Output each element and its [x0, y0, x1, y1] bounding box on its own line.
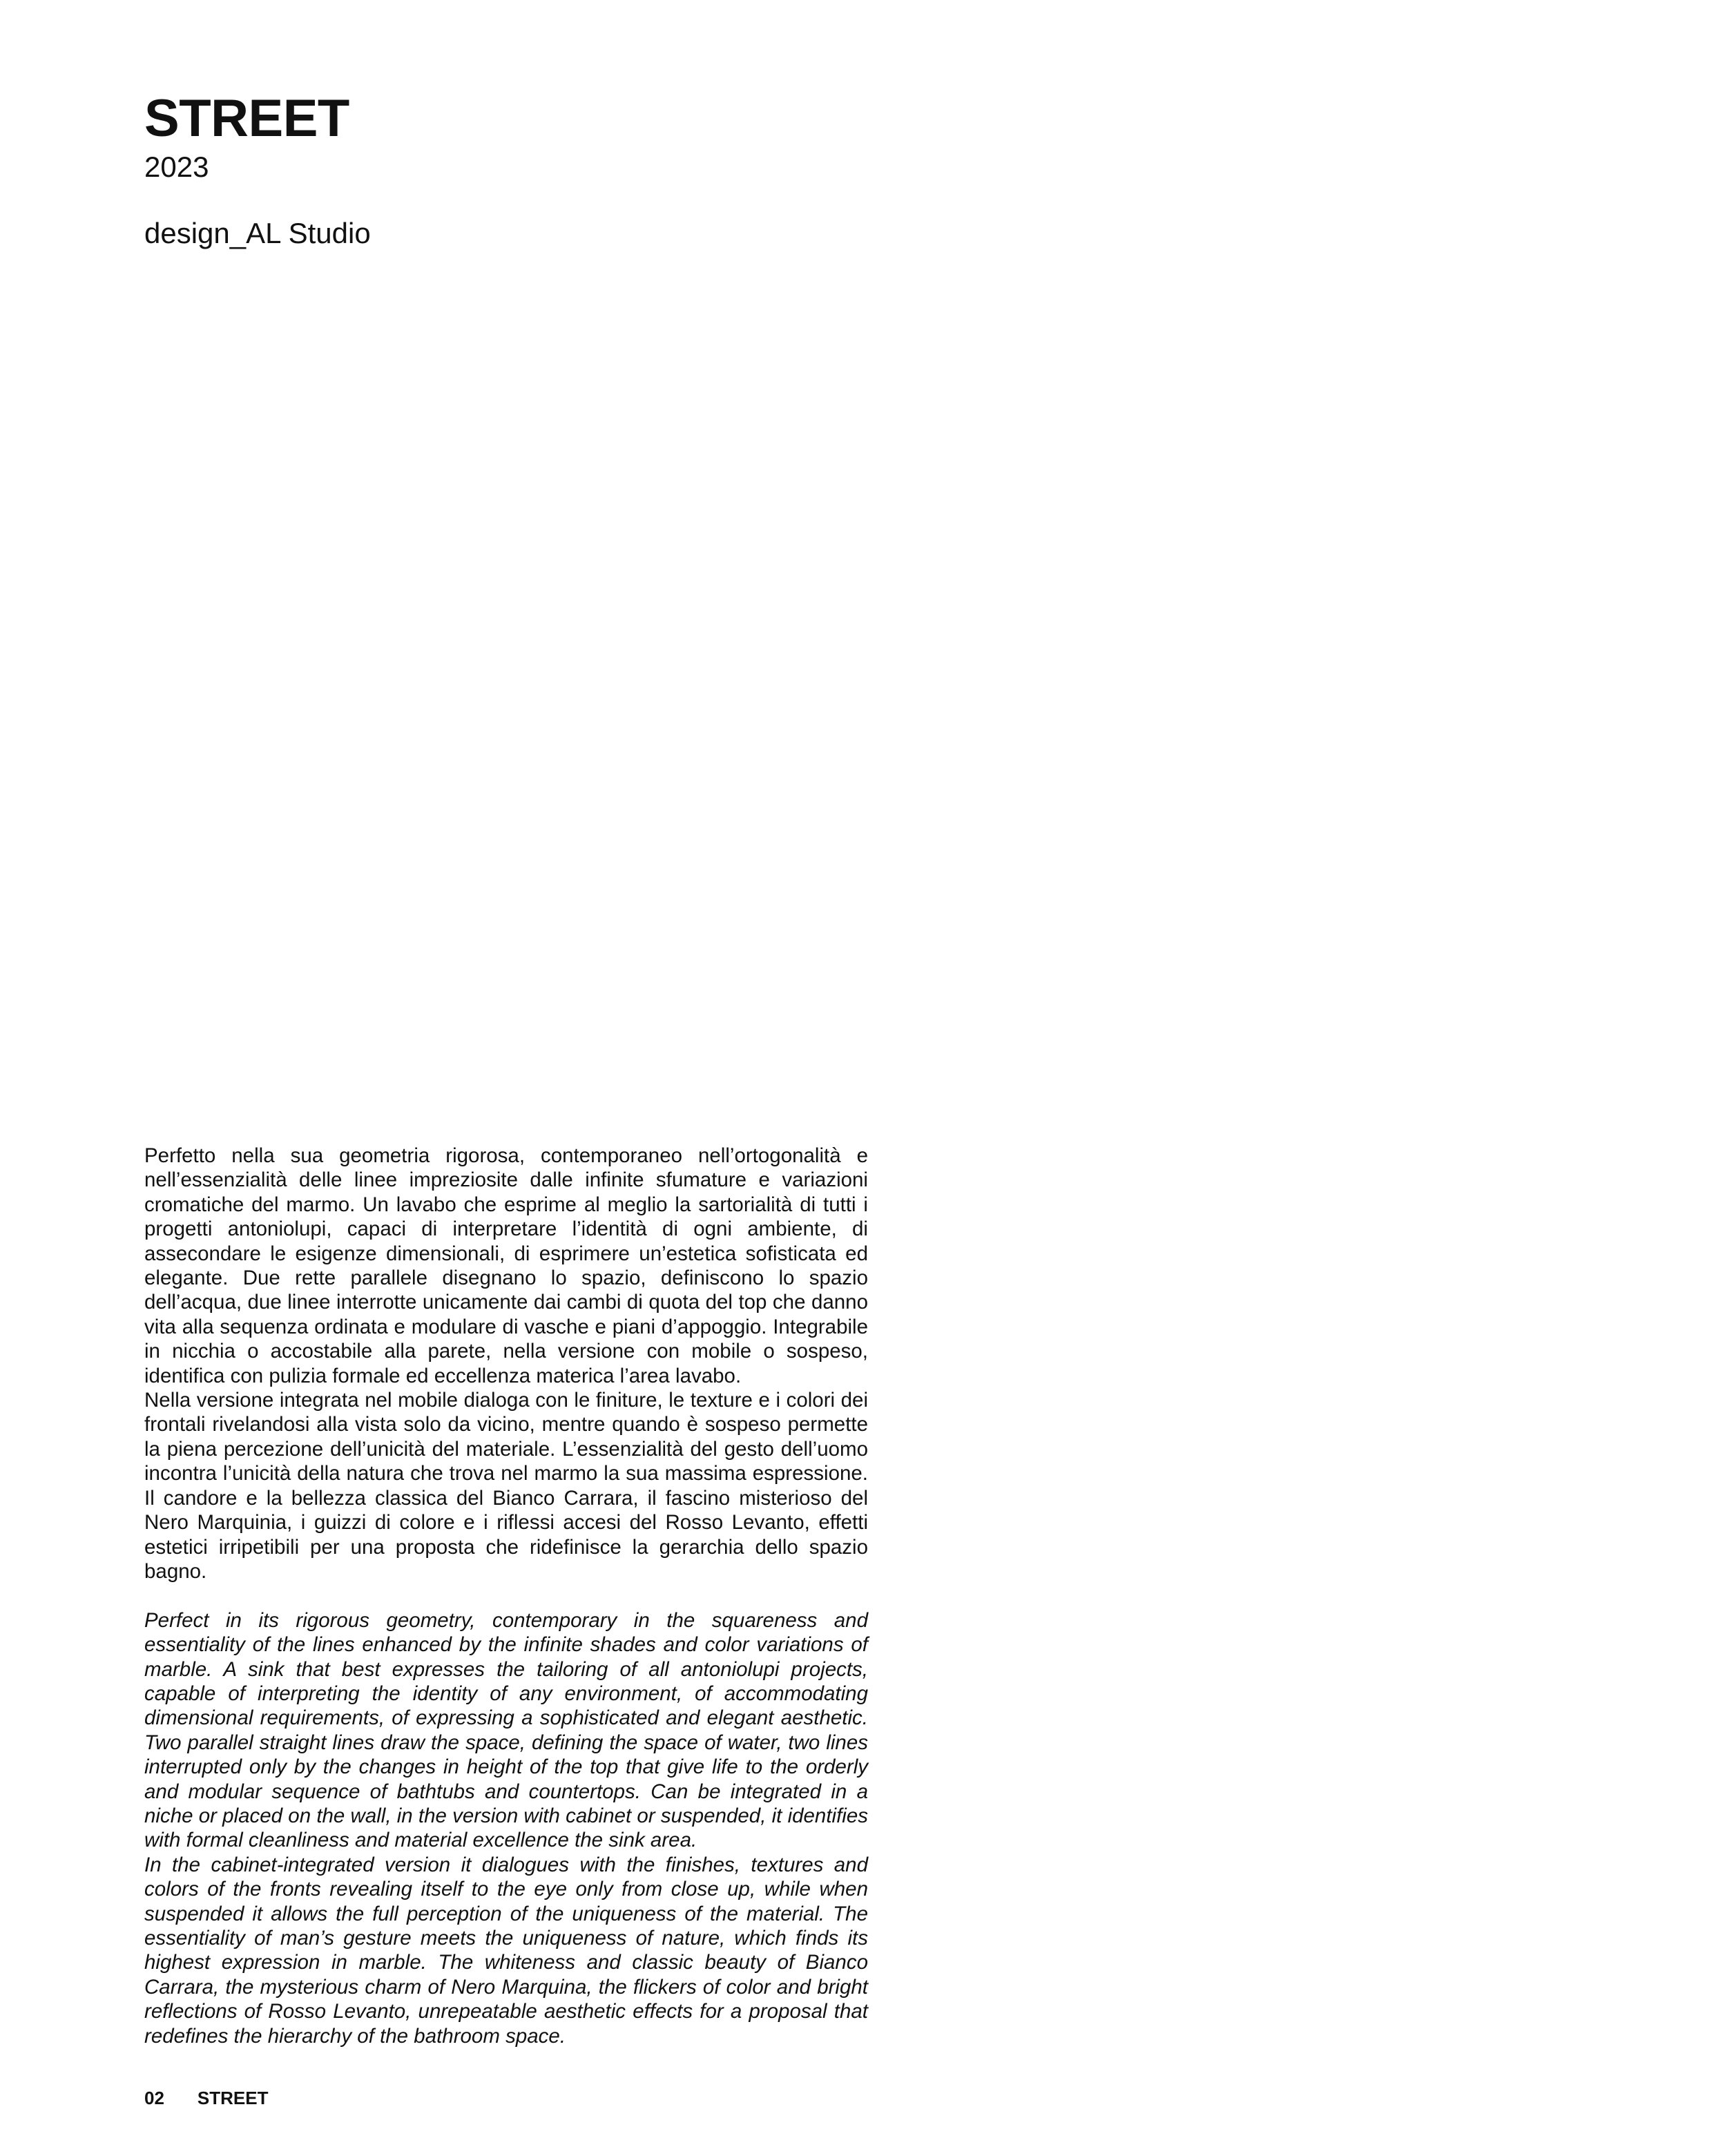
page-number: 02: [144, 2088, 164, 2108]
page-header: [144, 88, 371, 251]
page-title: STREET: [144, 89, 349, 148]
english-paragraph: Perfect in its rigorous geometry, contemporary in the squareness and essentiality of the lines enhanced by the infinite shades and color variations of marble. A sink that best expresses the tailoring of all antoniolupi projects, capable of interpreting the identity of any environment, of accommodating dimensional requirements, of expressing a sophisticated and elegant aesthetic. Two parallel straight lines draw the space, defining the space of water, two lines interrupted only by the changes in height of the top that give life to the orderly and modular sequence of bathtubs and countertops. Can be integrated in a niche or placed on the wall, in the version with cabinet or suspended, it identifies with formal cleanliness and material excellence the sink area.: [144, 1608, 868, 1852]
year: 2023: [144, 151, 209, 183]
designer-credit: design_AL Studio: [144, 217, 371, 249]
page-footer: [144, 2087, 269, 2109]
italian-paragraph: Perfetto nella sua geometria rigorosa, contemporaneo nell’ortogonalità e nell’essenzialità delle linee impreziosite dalle infinite sfumature e variazioni cromatiche del marmo. Un lavabo che esprime al meglio la sartorialità di tutti i progetti antoniolupi, capaci di interpretare l’identità di ogni ambiente, di assecondare le esigenze dimensionali, di esprimere un’estetica sofisticata ed elegante. Due rette parallele disegnano lo spazio, definiscono lo spazio dell’acqua, due linee interrotte unicamente dai cambi di quota del top che danno vita alla sequenza ordinata e modulare di vasche e piani d’appoggio. Integrabile in nicchia o accostabile alla parete, nella versione con mobile o sospeso, identifica con pulizia formale ed eccellenza materica l’area lavabo.: [144, 1144, 868, 1387]
english-paragraph: In the cabinet-integrated version it dialogues with the finishes, textures and colors of the fronts revealing itself to the eye only from close up, while when suspended it allows the full perception of the uniqueness of the material. The essentiality of man’s gesture meets the uniqueness of nature, which finds its highest expression in marble. The whiteness and classic beauty of Bianco Carrara, the mysterious charm of Nero Marquina, the flickers of color and bright reflections of Rosso Levanto, unrepeatable aesthetic effects for a proposal that redefines the hierarchy of the bathroom space.: [144, 1853, 868, 2048]
footer-page-name: STREET: [197, 2088, 269, 2108]
description-text: [144, 1144, 868, 2048]
italian-paragraph: Nella versione integrata nel mobile dialoga con le finiture, le texture e i colori dei frontali rivelandosi alla vista solo da vicino, mentre quando è sospeso permette la piena percezione dell’unicità del materiale. L’essenzialità del gesto dell’uomo incontra l’unicità della natura che trova nel marmo la sua massima espressione. Il candore e la bellezza classica del Bianco Carrara, il fascino misterioso del Nero Marquinia, i guizzi di colore e i riflessi accesi del Rosso Levanto, effetti estetici irripetibili per una proposta che ridefinisce la gerarchia dello spazio bagno.: [144, 1389, 868, 1583]
